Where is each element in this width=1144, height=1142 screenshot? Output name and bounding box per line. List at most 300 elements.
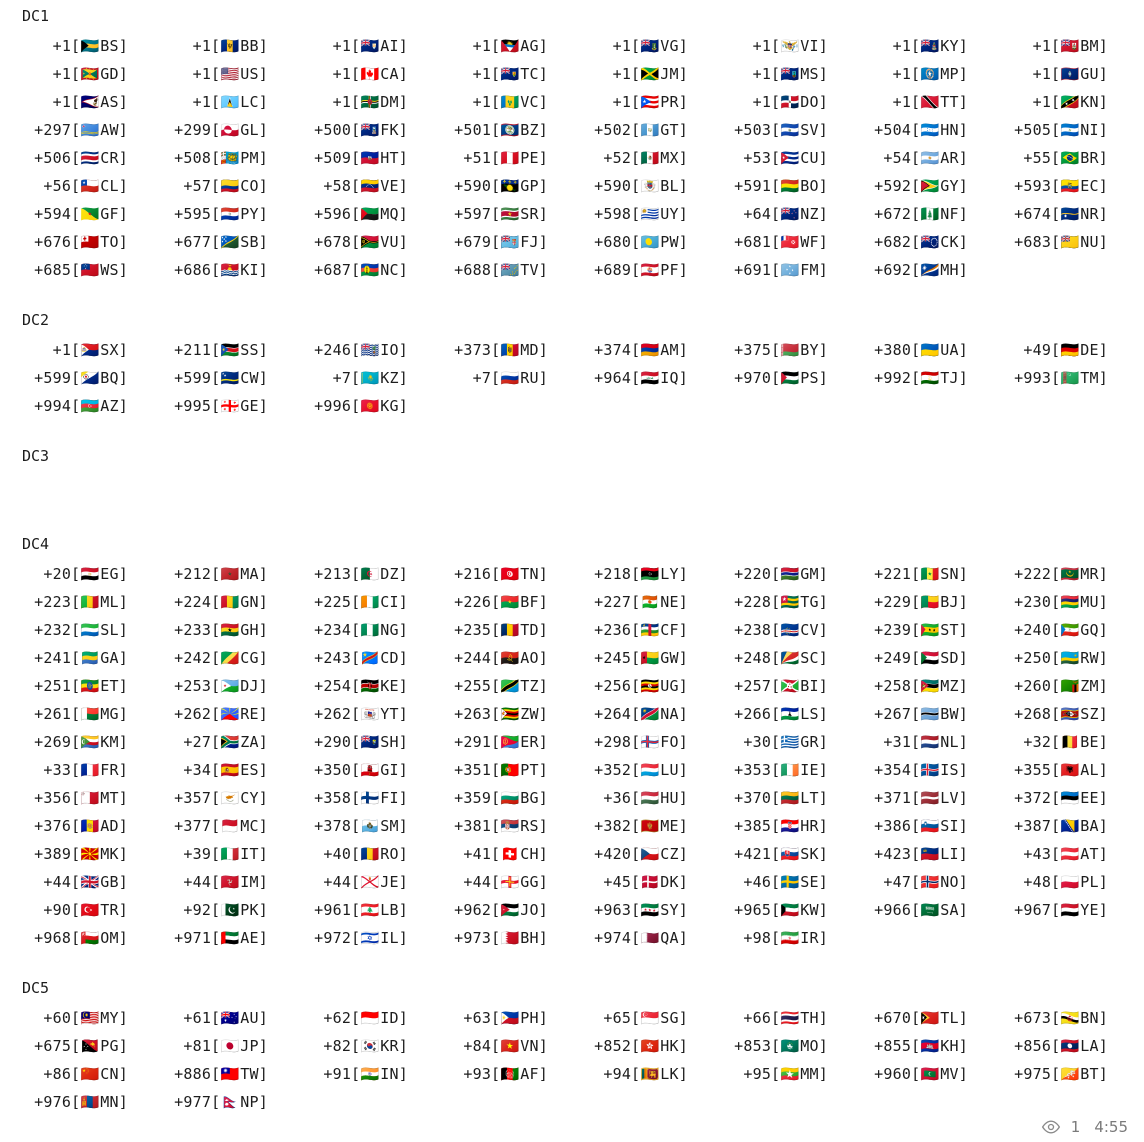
country-entry xyxy=(850,1004,990,1032)
flag-icon: 🇳🇪 xyxy=(640,592,660,611)
iso-code: DO] xyxy=(800,93,828,111)
country-entry xyxy=(150,728,290,756)
flag-icon: 🇹🇩 xyxy=(500,620,520,639)
iso-code: VU] xyxy=(380,233,408,251)
flag-icon: 🇲🇹 xyxy=(80,788,100,807)
dial-code: +39[ xyxy=(183,845,221,863)
iso-code: FK] xyxy=(380,121,408,139)
flag-icon: 🇬🇲 xyxy=(780,564,800,583)
iso-code: CF] xyxy=(660,621,688,639)
group-title: DC2 xyxy=(22,311,50,329)
flag-icon: 🇿🇲 xyxy=(1060,676,1080,695)
iso-code: LY] xyxy=(660,565,688,583)
flag-icon: 🇯🇪 xyxy=(360,872,380,891)
dial-code: +968[ xyxy=(34,929,81,947)
country-entry xyxy=(990,200,1130,228)
flag-icon: 🇧🇫 xyxy=(500,592,520,611)
flag-icon: 🇧🇪 xyxy=(1060,732,1080,751)
iso-code: KG] xyxy=(380,397,408,415)
iso-code: BE] xyxy=(1080,733,1108,751)
dial-code: +211[ xyxy=(174,341,221,359)
country-entry xyxy=(570,1032,710,1060)
flag-icon: 🇩🇯 xyxy=(220,676,240,695)
country-entry xyxy=(710,32,850,60)
dial-code: +40[ xyxy=(323,845,361,863)
dial-code: +599[ xyxy=(34,369,81,387)
country-entry xyxy=(430,840,570,868)
country-entry xyxy=(10,116,150,144)
iso-code: MH] xyxy=(940,261,968,279)
dial-code: +244[ xyxy=(454,649,501,667)
dial-code: +974[ xyxy=(594,929,641,947)
dial-code: +258[ xyxy=(874,677,921,695)
dial-code: +98[ xyxy=(743,929,781,947)
dial-code: +506[ xyxy=(34,149,81,167)
iso-code: CR] xyxy=(100,149,128,167)
country-entry xyxy=(990,116,1130,144)
flag-icon: 🇰🇪 xyxy=(360,676,380,695)
country-entry xyxy=(710,116,850,144)
country-grid xyxy=(0,560,1144,952)
iso-code: NZ] xyxy=(800,205,828,223)
flag-icon: 🇬🇫 xyxy=(80,204,100,223)
country-entry xyxy=(290,812,430,840)
country-entry xyxy=(150,144,290,172)
iso-code: RO] xyxy=(380,845,408,863)
dial-code: +372[ xyxy=(1014,789,1061,807)
flag-icon: 🇹🇼 xyxy=(220,1064,240,1083)
dial-code: +291[ xyxy=(454,733,501,751)
dial-code: +20[ xyxy=(43,565,81,583)
iso-code: SV] xyxy=(800,121,828,139)
flag-icon: 🇲🇿 xyxy=(920,676,940,695)
flag-icon: 🇵🇪 xyxy=(500,148,520,167)
flag-icon: 🇱🇸 xyxy=(780,704,800,723)
flag-icon: 🇻🇨 xyxy=(500,92,520,111)
country-entry xyxy=(990,700,1130,728)
iso-code: UG] xyxy=(660,677,688,695)
flag-icon: 🇲🇱 xyxy=(80,592,100,611)
dial-code: +886[ xyxy=(174,1065,221,1083)
iso-code: LT] xyxy=(800,789,828,807)
flag-icon: 🇬🇺 xyxy=(1060,64,1080,83)
flag-icon: 🇬🇭 xyxy=(220,620,240,639)
iso-code: SH] xyxy=(380,733,408,751)
iso-code: MQ] xyxy=(380,205,408,223)
flag-icon: 🇳🇷 xyxy=(1060,204,1080,223)
country-entry xyxy=(710,1004,850,1032)
dial-code: +672[ xyxy=(874,205,921,223)
country-entry xyxy=(850,812,990,840)
dial-code: +350[ xyxy=(314,761,361,779)
country-entry xyxy=(570,644,710,672)
country-entry xyxy=(150,200,290,228)
dial-code: +52[ xyxy=(603,149,641,167)
country-entry xyxy=(570,144,710,172)
flag-icon: 🇨🇴 xyxy=(220,176,240,195)
country-entry xyxy=(10,784,150,812)
flag-icon: 🇹🇭 xyxy=(780,1008,800,1027)
flag-icon: 🇻🇺 xyxy=(360,232,380,251)
iso-code: OM] xyxy=(100,929,128,947)
dial-code: +1[ xyxy=(52,341,81,359)
iso-code: SC] xyxy=(800,649,828,667)
dial-code: +245[ xyxy=(594,649,641,667)
iso-code: KI] xyxy=(240,261,268,279)
iso-code: CL] xyxy=(100,177,128,195)
iso-code: PT] xyxy=(520,761,548,779)
iso-code: MT] xyxy=(100,789,128,807)
dial-code: +48[ xyxy=(1023,873,1061,891)
dial-code: +53[ xyxy=(743,149,781,167)
dial-code: +234[ xyxy=(314,621,361,639)
dial-code: +971[ xyxy=(174,929,221,947)
iso-code: ES] xyxy=(240,761,268,779)
group-title: DC4 xyxy=(22,535,50,553)
flag-icon: 🇬🇱 xyxy=(220,120,240,139)
dial-code: +66[ xyxy=(743,1009,781,1027)
iso-code: SX] xyxy=(100,341,128,359)
dial-code: +253[ xyxy=(174,677,221,695)
dial-code: +1[ xyxy=(1032,65,1061,83)
country-entry xyxy=(150,616,290,644)
dial-code: +216[ xyxy=(454,565,501,583)
iso-code: FI] xyxy=(380,789,408,807)
dial-code: +41[ xyxy=(463,845,501,863)
flag-icon: 🇹🇲 xyxy=(1060,368,1080,387)
country-entry xyxy=(430,896,570,924)
group-spacer xyxy=(0,1116,1144,1142)
dial-code: +31[ xyxy=(883,733,921,751)
dial-code: +47[ xyxy=(883,873,921,891)
dial-code: +56[ xyxy=(43,177,81,195)
iso-code: NP] xyxy=(240,1093,268,1111)
dial-code: +376[ xyxy=(34,817,81,835)
flag-icon: 🇲🇦 xyxy=(220,564,240,583)
iso-code: GE] xyxy=(240,397,268,415)
country-entry xyxy=(10,896,150,924)
flag-icon: 🇹🇿 xyxy=(500,676,520,695)
iso-code: VI] xyxy=(800,37,828,55)
iso-code: AG] xyxy=(520,37,548,55)
flag-icon: 🇪🇪 xyxy=(1060,788,1080,807)
dial-code: +290[ xyxy=(314,733,361,751)
country-entry xyxy=(150,392,290,420)
iso-code: HU] xyxy=(660,789,688,807)
country-entry xyxy=(10,812,150,840)
dial-code: +352[ xyxy=(594,761,641,779)
flag-icon: 🇮🇪 xyxy=(780,760,800,779)
country-entry xyxy=(290,88,430,116)
iso-code: GY] xyxy=(940,177,968,195)
flag-icon: 🇧🇮 xyxy=(780,676,800,695)
country-entry xyxy=(430,144,570,172)
iso-code: FJ] xyxy=(520,233,548,251)
flag-icon: 🇸🇱 xyxy=(80,620,100,639)
flag-icon: 🇲🇲 xyxy=(780,1064,800,1083)
dial-code: +381[ xyxy=(454,817,501,835)
dial-code: +680[ xyxy=(594,233,641,251)
iso-code: GT] xyxy=(660,121,688,139)
dial-code: +598[ xyxy=(594,205,641,223)
dial-code: +1[ xyxy=(472,37,501,55)
iso-code: EC] xyxy=(1080,177,1108,195)
dial-code: +1[ xyxy=(192,93,221,111)
country-entry xyxy=(10,200,150,228)
dial-code: +218[ xyxy=(594,565,641,583)
dial-code: +590[ xyxy=(454,177,501,195)
country-entry xyxy=(10,700,150,728)
flag-icon: 🇲🇪 xyxy=(640,816,660,835)
flag-icon: 🇬🇷 xyxy=(780,732,800,751)
iso-code: SG] xyxy=(660,1009,688,1027)
dial-code: +227[ xyxy=(594,593,641,611)
flag-icon: 🇧🇬 xyxy=(500,788,520,807)
flag-icon: 🇺🇦 xyxy=(920,340,940,359)
dial-code: +689[ xyxy=(594,261,641,279)
country-entry xyxy=(150,32,290,60)
iso-code: MC] xyxy=(240,817,268,835)
country-entry xyxy=(990,172,1130,200)
iso-code: AI] xyxy=(380,37,408,55)
iso-code: NR] xyxy=(1080,205,1108,223)
country-entry xyxy=(850,1032,990,1060)
country-entry xyxy=(290,60,430,88)
dial-code: +970[ xyxy=(734,369,781,387)
flag-icon: 🇵🇲 xyxy=(220,148,240,167)
flag-icon: 🇪🇷 xyxy=(500,732,520,751)
iso-code: MM] xyxy=(800,1065,828,1083)
dial-code: +592[ xyxy=(874,177,921,195)
flag-icon: 🇦🇩 xyxy=(80,816,100,835)
dial-code: +962[ xyxy=(454,901,501,919)
dial-code: +246[ xyxy=(314,341,361,359)
dial-code: +233[ xyxy=(174,621,221,639)
country-entry xyxy=(570,32,710,60)
dial-code: +222[ xyxy=(1014,565,1061,583)
flag-icon: 🇨🇼 xyxy=(220,368,240,387)
country-entry xyxy=(150,700,290,728)
dial-code: +357[ xyxy=(174,789,221,807)
dial-code: +596[ xyxy=(314,205,361,223)
flag-icon: 🇳🇵 xyxy=(220,1092,240,1111)
country-entry xyxy=(10,144,150,172)
dial-code: +386[ xyxy=(874,817,921,835)
flag-icon: 🇫🇮 xyxy=(360,788,380,807)
flag-icon: 🇭🇺 xyxy=(640,788,660,807)
flag-icon: 🇲🇶 xyxy=(360,204,380,223)
iso-code: IT] xyxy=(240,845,268,863)
flag-icon: 🇱🇹 xyxy=(780,788,800,807)
iso-code: KZ] xyxy=(380,369,408,387)
country-entry xyxy=(850,784,990,812)
country-entry xyxy=(850,60,990,88)
dial-code: +385[ xyxy=(734,817,781,835)
country-entry xyxy=(430,1060,570,1088)
country-entry xyxy=(850,672,990,700)
eye-icon xyxy=(1041,1120,1061,1134)
post-footer xyxy=(1041,1118,1128,1136)
flag-icon: 🇳🇿 xyxy=(780,204,800,223)
dial-code: +856[ xyxy=(1014,1037,1061,1055)
country-entry xyxy=(150,784,290,812)
country-entry xyxy=(570,228,710,256)
flag-icon: 🇬🇼 xyxy=(640,648,660,667)
flag-icon: 🇸🇲 xyxy=(360,816,380,835)
iso-code: BT] xyxy=(1080,1065,1108,1083)
dial-code: +1[ xyxy=(892,65,921,83)
country-entry xyxy=(710,336,850,364)
flag-icon: 🇫🇲 xyxy=(780,260,800,279)
iso-code: UA] xyxy=(940,341,968,359)
country-entry xyxy=(850,840,990,868)
dial-code: +389[ xyxy=(34,845,81,863)
flag-icon: 🇦🇿 xyxy=(80,396,100,415)
iso-code: SB] xyxy=(240,233,268,251)
dial-code: +298[ xyxy=(594,733,641,751)
country-entry xyxy=(10,924,150,952)
dial-code: +81[ xyxy=(183,1037,221,1055)
flag-icon: 🇼🇫 xyxy=(780,232,800,251)
flag-icon: 🇲🇩 xyxy=(500,340,520,359)
country-entry xyxy=(710,616,850,644)
country-entry xyxy=(990,868,1130,896)
country-entry xyxy=(990,616,1130,644)
dial-code: +678[ xyxy=(314,233,361,251)
dial-code: +1[ xyxy=(192,65,221,83)
iso-code: WF] xyxy=(800,233,828,251)
iso-code: WS] xyxy=(100,261,128,279)
dial-code: +682[ xyxy=(874,233,921,251)
group-title: DC3 xyxy=(22,447,50,465)
flag-icon: 🇲🇻 xyxy=(920,1064,940,1083)
country-entry xyxy=(850,616,990,644)
country-entry xyxy=(430,616,570,644)
iso-code: CO] xyxy=(240,177,268,195)
country-entry xyxy=(10,1004,150,1032)
country-entry xyxy=(150,1088,290,1116)
iso-code: TV] xyxy=(520,261,548,279)
country-entry xyxy=(850,32,990,60)
flag-icon: 🇦🇮 xyxy=(360,36,380,55)
group xyxy=(0,978,1144,1142)
flag-icon: 🇸🇿 xyxy=(1060,704,1080,723)
country-entry xyxy=(10,172,150,200)
iso-code: IE] xyxy=(800,761,828,779)
flag-icon: 🇨🇩 xyxy=(360,648,380,667)
flag-icon: 🇹🇨 xyxy=(500,64,520,83)
iso-code: TN] xyxy=(520,565,548,583)
country-entry xyxy=(10,1060,150,1088)
dial-code: +91[ xyxy=(323,1065,361,1083)
country-entry xyxy=(710,812,850,840)
iso-code: IN] xyxy=(380,1065,408,1083)
country-entry xyxy=(990,336,1130,364)
flag-icon: 🇧🇾 xyxy=(780,340,800,359)
dial-code: +855[ xyxy=(874,1037,921,1055)
flag-icon: 🇪🇹 xyxy=(80,676,100,695)
iso-code: SS] xyxy=(240,341,268,359)
flag-icon: 🇵🇸 xyxy=(780,368,800,387)
country-entry xyxy=(570,840,710,868)
flag-icon: 🇫🇰 xyxy=(360,120,380,139)
iso-code: AZ] xyxy=(100,397,128,415)
country-entry xyxy=(850,1060,990,1088)
flag-icon: 🇹🇴 xyxy=(80,232,100,251)
iso-code: SK] xyxy=(800,845,828,863)
dial-code: +677[ xyxy=(174,233,221,251)
iso-code: RS] xyxy=(520,817,548,835)
country-entry xyxy=(570,200,710,228)
country-entry xyxy=(10,560,150,588)
country-entry xyxy=(850,560,990,588)
dial-code: +262[ xyxy=(314,705,361,723)
iso-code: MA] xyxy=(240,565,268,583)
dial-code: +382[ xyxy=(594,817,641,835)
dial-code: +221[ xyxy=(874,565,921,583)
dial-code: +82[ xyxy=(323,1037,361,1055)
flag-icon: 🇰🇿 xyxy=(360,368,380,387)
iso-code: MU] xyxy=(1080,593,1108,611)
iso-code: TG] xyxy=(800,593,828,611)
flag-icon: 🇺🇬 xyxy=(640,676,660,695)
iso-code: CZ] xyxy=(660,845,688,863)
country-entry xyxy=(430,228,570,256)
iso-code: NE] xyxy=(660,593,688,611)
dial-code: +230[ xyxy=(1014,593,1061,611)
dial-code: +500[ xyxy=(314,121,361,139)
dial-code: +375[ xyxy=(734,341,781,359)
flag-icon: 🇮🇲 xyxy=(220,872,240,891)
flag-icon: 🇦🇫 xyxy=(500,1064,520,1083)
dial-code: +63[ xyxy=(463,1009,501,1027)
country-entry xyxy=(430,172,570,200)
iso-code: GA] xyxy=(100,649,128,667)
country-entry xyxy=(990,588,1130,616)
iso-code: LS] xyxy=(800,705,828,723)
country-entry xyxy=(990,812,1130,840)
iso-code: TH] xyxy=(800,1009,828,1027)
flag-icon: 🇬🇳 xyxy=(220,592,240,611)
flag-icon: 🇸🇪 xyxy=(780,872,800,891)
iso-code: PH] xyxy=(520,1009,548,1027)
dial-code: +975[ xyxy=(1014,1065,1061,1083)
country-entry xyxy=(850,144,990,172)
country-entry xyxy=(850,644,990,672)
iso-code: ET] xyxy=(100,677,128,695)
flag-icon: 🇩🇰 xyxy=(640,872,660,891)
dial-code: +692[ xyxy=(874,261,921,279)
country-entry xyxy=(290,644,430,672)
dial-code: +225[ xyxy=(314,593,361,611)
iso-code: BM] xyxy=(1080,37,1108,55)
iso-code: NL] xyxy=(940,733,968,751)
iso-code: BN] xyxy=(1080,1009,1108,1027)
dial-code: +504[ xyxy=(874,121,921,139)
dial-code: +86[ xyxy=(43,1065,81,1083)
country-entry xyxy=(850,588,990,616)
dial-code: +681[ xyxy=(734,233,781,251)
iso-code: BR] xyxy=(1080,149,1108,167)
iso-code: TL] xyxy=(940,1009,968,1027)
iso-code: MV] xyxy=(940,1065,968,1083)
country-entry xyxy=(990,728,1130,756)
iso-code: PM] xyxy=(240,149,268,167)
country-entry xyxy=(710,364,850,392)
country-entry xyxy=(290,116,430,144)
country-entry xyxy=(570,728,710,756)
country-entry xyxy=(150,812,290,840)
